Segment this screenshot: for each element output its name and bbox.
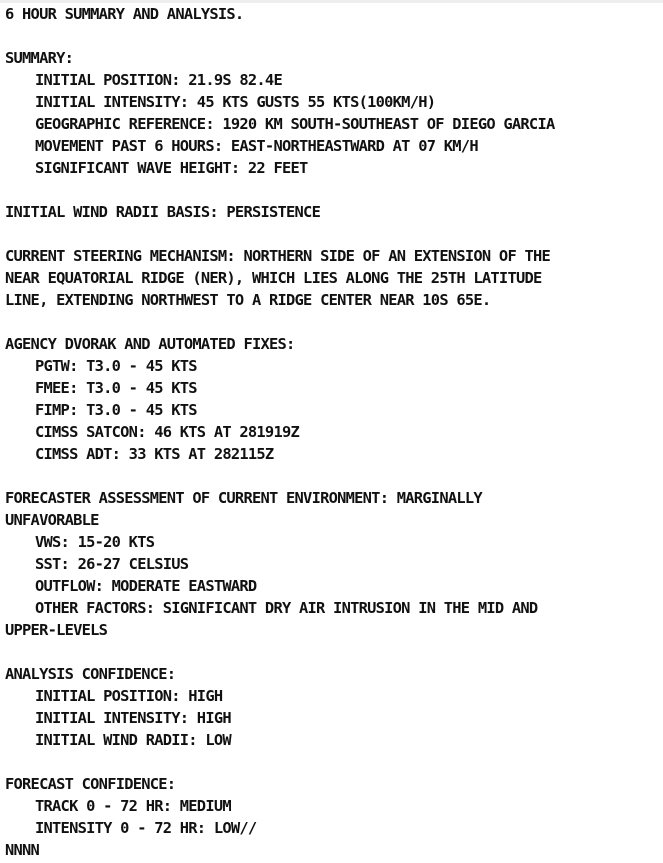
summary-geographic-reference: GEOGRAPHIC REFERENCE: 1920 KM SOUTH-SOUTHEAST OF DIEGO GARCIA (35, 115, 555, 133)
blank-line (5, 25, 663, 47)
summary-movement: MOVEMENT PAST 6 HOURS: EAST-NORTHEASTWARD AT 07 KM/H (35, 137, 478, 155)
analysis-confidence-wind-radii: INITIAL WIND RADII: LOW (35, 731, 231, 749)
analysis-confidence-heading: ANALYSIS CONFIDENCE: (5, 665, 176, 683)
blank-line (5, 465, 663, 487)
forecast-confidence-intensity: INTENSITY 0 - 72 HR: LOW// (35, 819, 257, 837)
end-marker: NNNN (5, 841, 40, 859)
environment-heading-line-1: FORECASTER ASSESSMENT OF CURRENT ENVIRONMENT: MARGINALLY (5, 489, 482, 507)
summary-initial-position: INITIAL POSITION: 21.9S 82.4E (35, 71, 282, 89)
fixes-heading: AGENCY DVORAK AND AUTOMATED FIXES: (5, 335, 295, 353)
forecast-confidence-track: TRACK 0 - 72 HR: MEDIUM (35, 797, 231, 815)
fix-cimss-adt: CIMSS ADT: 33 KTS AT 282115Z (35, 445, 274, 463)
fix-fmee: FMEE: T3.0 - 45 KTS (35, 379, 197, 397)
environment-sst: SST: 26-27 CELSIUS (35, 555, 189, 573)
blank-line (5, 223, 663, 245)
bulletin-document (5, 3, 663, 861)
fix-pgtw: PGTW: T3.0 - 45 KTS (35, 357, 197, 375)
blank-line (5, 311, 663, 333)
fix-cimss-satcon: CIMSS SATCON: 46 KTS AT 281919Z (35, 423, 299, 441)
summary-heading: SUMMARY: (5, 49, 74, 67)
environment-heading-line-2: UNFAVORABLE (5, 511, 99, 529)
environment-continuation: UPPER-LEVELS (5, 621, 108, 639)
steering-line-2: NEAR EQUATORIAL RIDGE (NER), WHICH LIES ALONG THE 25TH LATITUDE (5, 269, 542, 287)
steering-line-3: LINE, EXTENDING NORTHWEST TO A RIDGE CENTER NEAR 10S 65E. (5, 291, 491, 309)
analysis-confidence-position: INITIAL POSITION: HIGH (35, 687, 223, 705)
blank-line (5, 751, 663, 773)
document-title: 6 HOUR SUMMARY AND ANALYSIS. (5, 5, 244, 23)
blank-line (5, 179, 663, 201)
environment-other-factors: OTHER FACTORS: SIGNIFICANT DRY AIR INTRUSION IN THE MID AND (35, 599, 538, 617)
wind-radii-basis: INITIAL WIND RADII BASIS: PERSISTENCE (5, 203, 321, 221)
summary-initial-intensity: INITIAL INTENSITY: 45 KTS GUSTS 55 KTS(100KM/H) (35, 93, 436, 111)
fix-fimp: FIMP: T3.0 - 45 KTS (35, 401, 197, 419)
analysis-confidence-intensity: INITIAL INTENSITY: HIGH (35, 709, 231, 727)
steering-line-1: CURRENT STEERING MECHANISM: NORTHERN SIDE OF AN EXTENSION OF THE (5, 247, 551, 265)
environment-vws: VWS: 15-20 KTS (35, 533, 155, 551)
forecast-confidence-heading: FORECAST CONFIDENCE: (5, 775, 176, 793)
environment-outflow: OUTFLOW: MODERATE EASTWARD (35, 577, 257, 595)
summary-wave-height: SIGNIFICANT WAVE HEIGHT: 22 FEET (35, 159, 308, 177)
blank-line (5, 641, 663, 663)
